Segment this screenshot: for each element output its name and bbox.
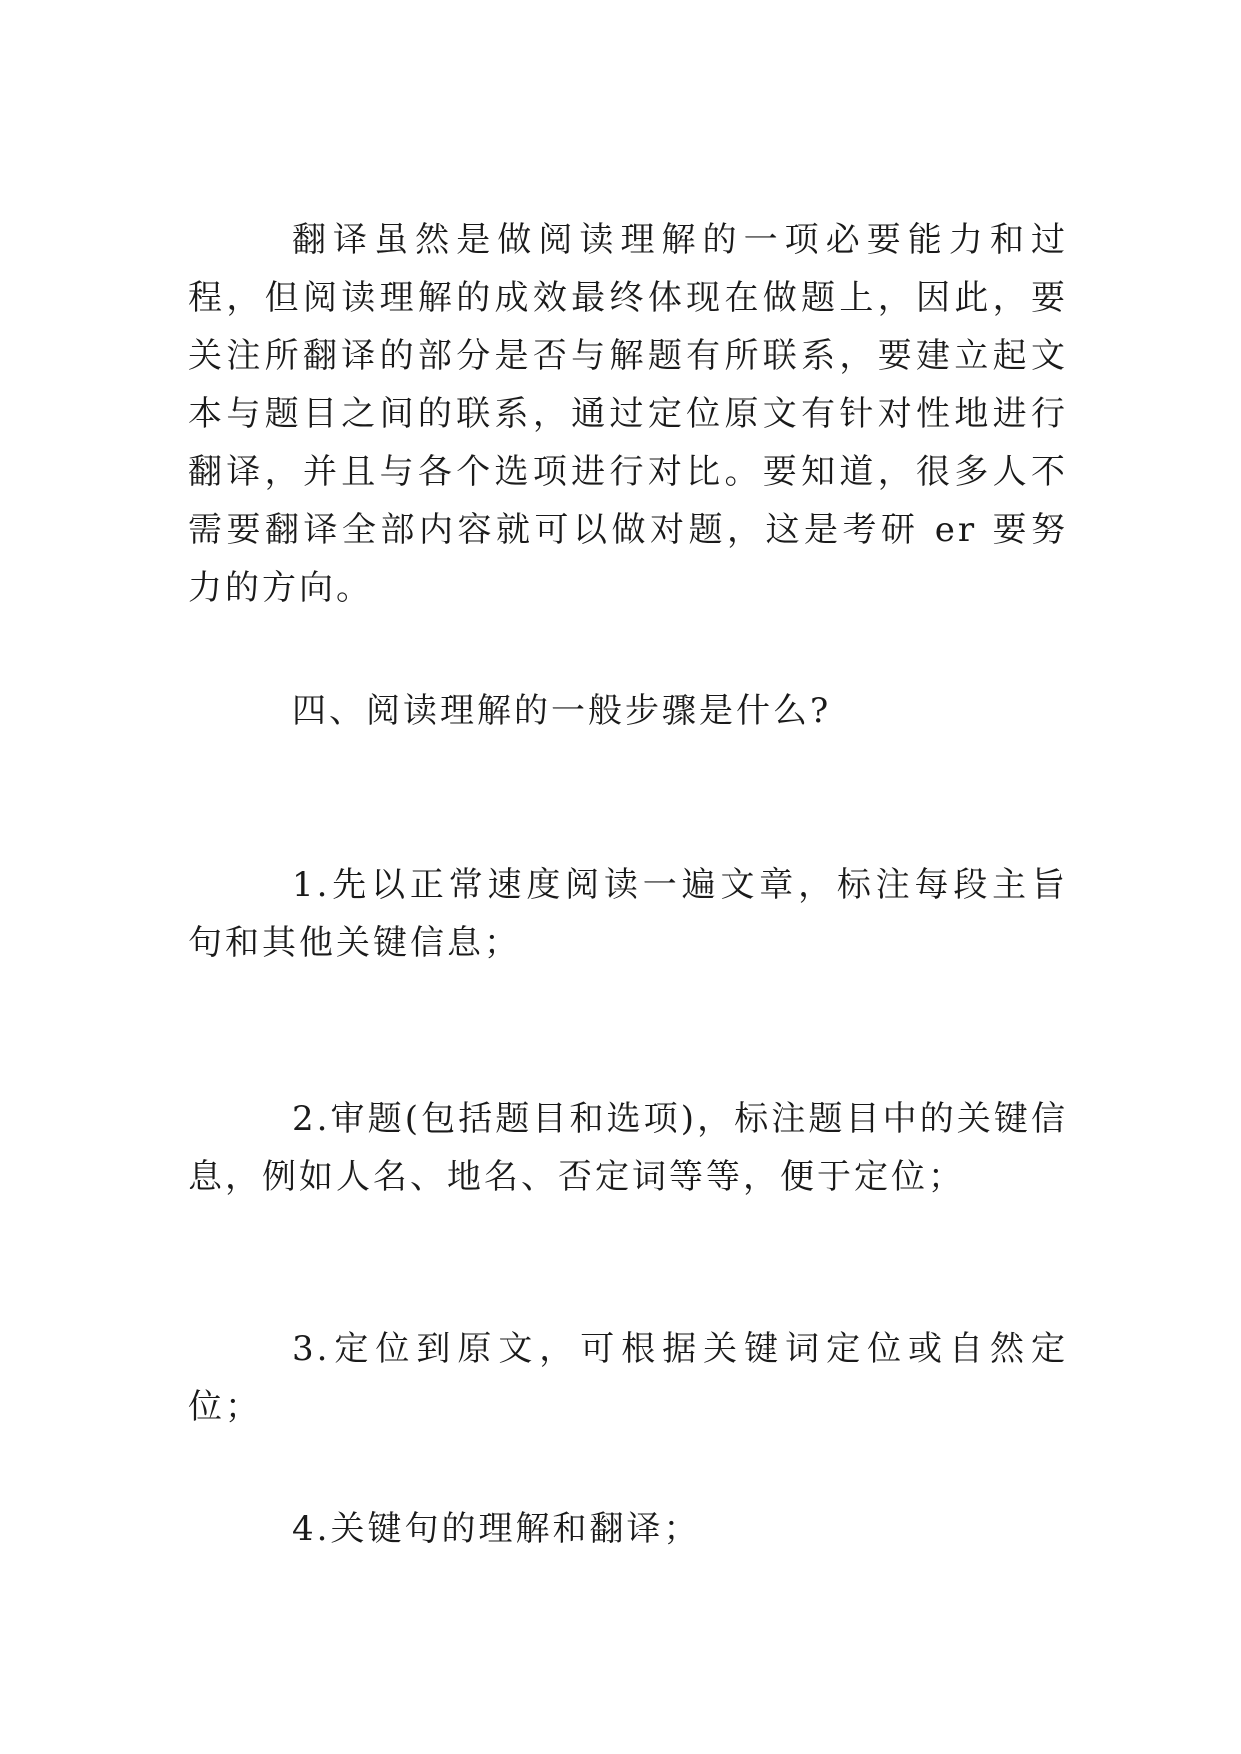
paragraph-translation-importance: 翻译虽然是做阅读理解的一项必要能力和过程，但阅读理解的成效最终体现在做题上，因此，要关注所翻译的部分是否与解题有所联系，要建立起文本与题目之间的联系，通过定位原文有针对性地进行翻译，并且与各个选项进行对比。要知道，很多人不需要翻译全部内容就可以做对题，这是考研 er 要努力的方向。 — [188, 220, 1068, 608]
step-4-text: 4.关键句的理解和翻译； — [292, 1509, 701, 1549]
section-heading-reading-steps: 四、阅读理解的一般步骤是什么? — [292, 691, 832, 731]
step-2-text: 2.审题(包括题目和选项)，标注题目中的关键信息，例如人名、地名、否定词等等，便于定位； — [188, 1099, 1068, 1197]
step-3-text: 3.定位到原文，可根据关键词定位或自然定位； — [188, 1329, 1068, 1427]
step-1-text: 1.先以正常速度阅读一遍文章，标注每段主旨句和其他关键信息； — [188, 865, 1068, 963]
